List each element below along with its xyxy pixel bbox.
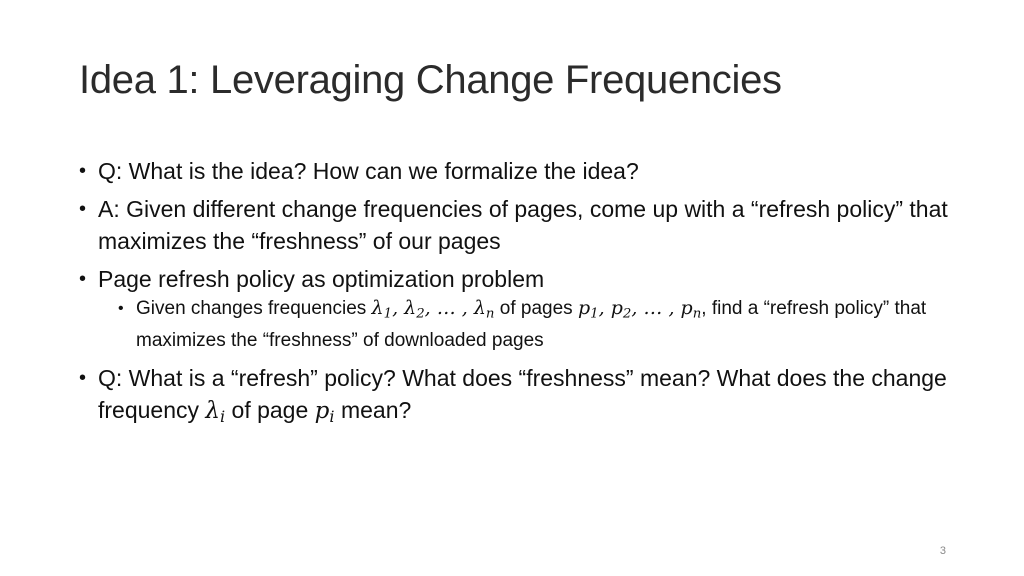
math-p-i: $p_i$ [314,398,335,427]
sub-text-c: , find a “refresh policy” that maximizes the “freshness” of downloaded pages [136,298,927,352]
math-lambda-2: $\lambda_2$ [404,297,425,322]
math-lambda-i: $\lambda_i$ [205,398,226,427]
sub-bullet-list [98,295,959,354]
math-lambda-1: $\lambda_1$ [371,297,393,322]
page-number: 3 [939,545,946,557]
b4-text-b: of page [225,397,315,424]
math-p-2: $p_2$ [610,297,632,322]
bullet-question-idea: • Q: What is the idea? How can we formalize the idea? [79,155,959,187]
b4-text-c: mean? [334,397,412,424]
sub-text-b: of pages [494,298,578,319]
bullet-optimization-problem [79,263,959,354]
slide-title: Idea 1: Leveraging Change Frequencies [79,58,782,102]
math-ellipsis-2: , … , [631,297,681,319]
math-sep-1: , [392,297,405,319]
sub-text-a: Given changes frequencies [136,298,372,319]
math-p-1: $p_1$ [577,297,599,322]
math-ellipsis-1: , … , [424,297,474,319]
math-lambda-n: $\lambda_n$ [473,297,495,322]
bullet-question-refresh [79,362,959,433]
sub-bullet-given-frequencies [118,295,959,354]
b4-text-a: Q: What is a “refresh” policy? What does “freshness” mean? What does the change frequency [98,365,947,424]
math-sep-2: , [598,297,611,319]
bullet-optimization-text: Page refresh policy as optimization problem [98,266,545,292]
bullet-list [79,155,959,439]
bullet-answer-refresh-policy: • A: Given different change frequencies of pages, come up with a “refresh policy” that maximizes the “freshness” of our pages [79,193,959,257]
math-p-n: $p_n$ [680,297,702,322]
